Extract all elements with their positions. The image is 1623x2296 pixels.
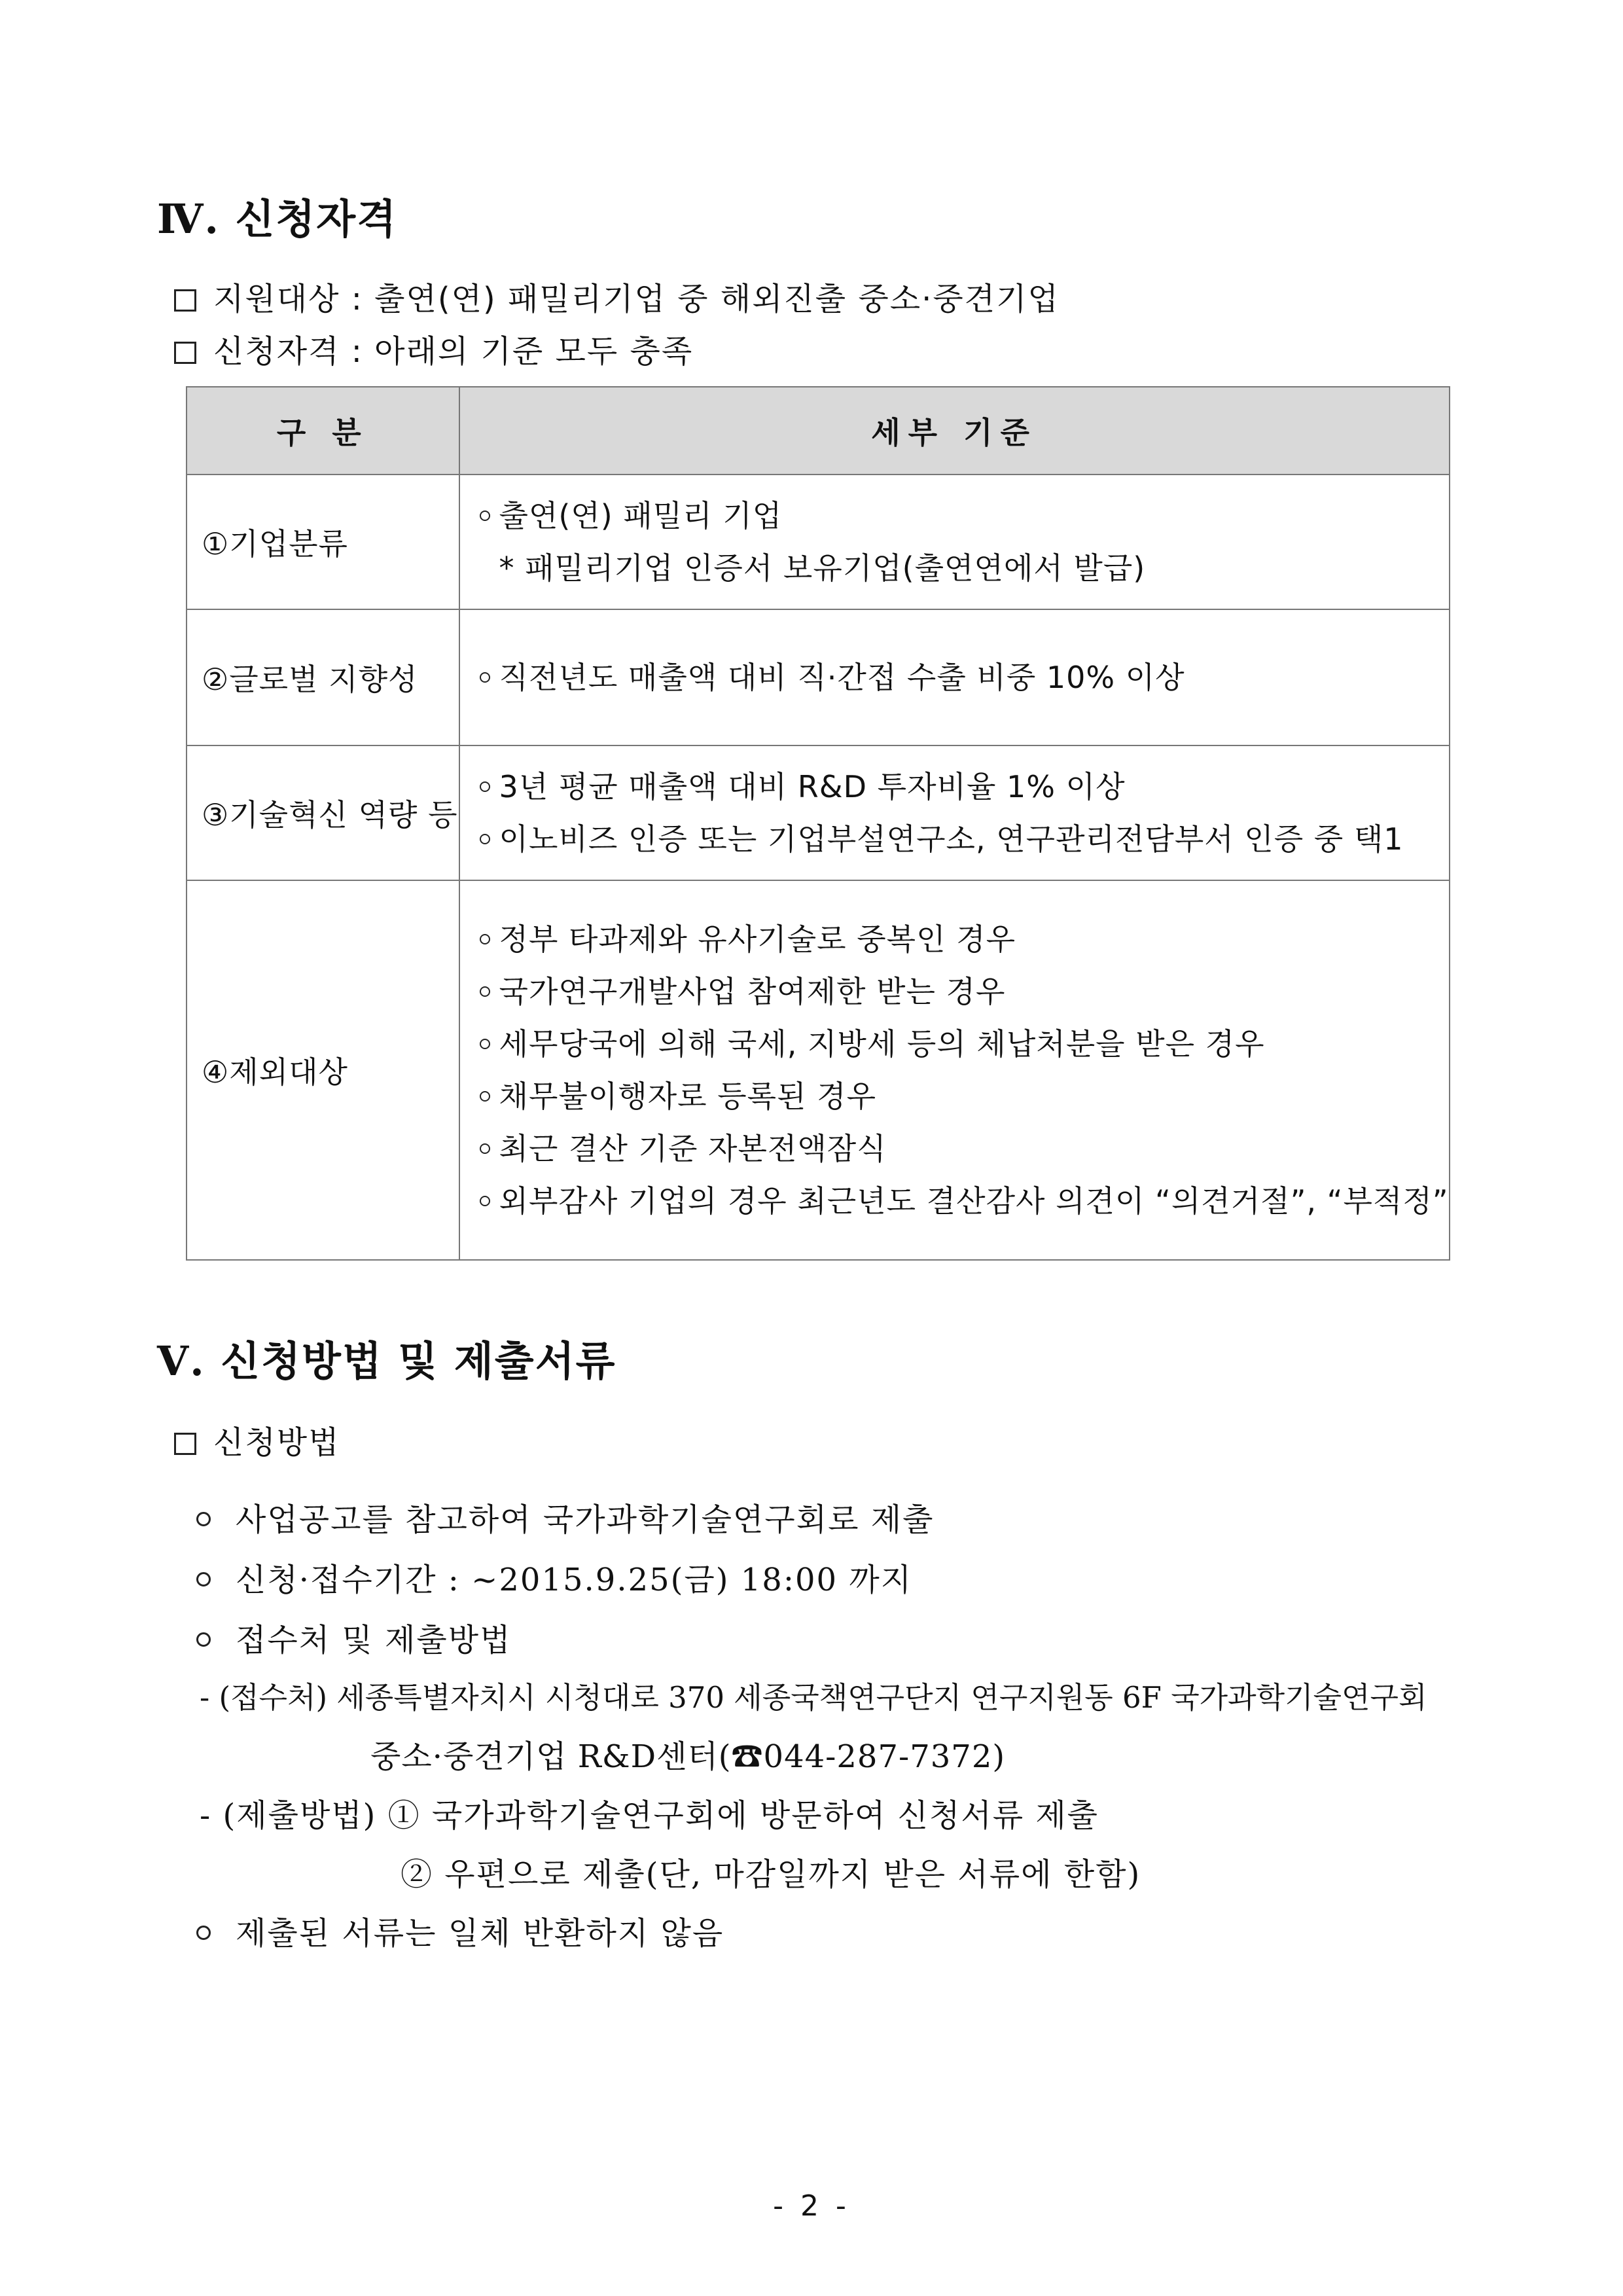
list-item — [480, 965, 1449, 1018]
row-detail — [459, 609, 1450, 745]
submission-method-line: - (제출방법) ① 국가과학기술연구회에 방문하여 신청서류 제출 — [200, 1797, 1099, 1834]
bullet-text: 접수처 및 제출방법 — [236, 1622, 512, 1659]
bullet-text: 세무당국에 의해 국세, 지방세 등의 체납처분을 받은 경우 — [499, 1026, 1265, 1062]
header-category: 구 분 — [187, 387, 459, 475]
bullet-text: 이노비즈 인증 또는 기업부설연구소, 연구관리전담부서 인증 중 택1 — [499, 821, 1404, 857]
application-method-text: 신청방법 — [213, 1424, 340, 1461]
eligibility-qualification-text: 신청자격 : 아래의 기준 모두 충족 — [213, 333, 694, 370]
bullet-icon — [480, 934, 490, 944]
bullet-text: 출연(연) 패밀리 기업 — [499, 498, 783, 533]
reception-contact-line: 중소·중견기업 R&D센터(☎044-287-7372) — [370, 1738, 1006, 1775]
bullet-icon — [480, 834, 490, 844]
note-text: * 패밀리기업 인증서 보유기업(출연연에서 발급) — [499, 550, 1146, 586]
bullet-icon — [480, 1091, 490, 1102]
bullet-icon — [480, 1039, 490, 1049]
row-category: ④제외대상 — [187, 880, 459, 1260]
list-item — [480, 1122, 1449, 1175]
list-item — [480, 490, 1449, 542]
eligibility-target-text: 지원대상 : 출연(연) 패밀리기업 중 해외진출 중소·중견기업 — [213, 281, 1060, 317]
application-method-heading — [174, 1417, 340, 1462]
row-category: ②글로벌 지향성 — [187, 609, 459, 745]
bullet-text: 신청·접수기간 : ~2015.9.25(금) 18:00 까지 — [236, 1562, 913, 1598]
list-item — [480, 1018, 1449, 1070]
list-item — [196, 1615, 511, 1660]
bullet-icon — [480, 986, 490, 997]
bullet-icon — [480, 1143, 490, 1154]
row-detail — [459, 880, 1450, 1260]
checkbox-icon — [174, 1433, 196, 1455]
row-detail — [459, 475, 1450, 609]
section-5-title: Ⅴ. 신청방법 및 제출서류 — [157, 1337, 616, 1385]
bullet-text: 최근 결산 기준 자본전액잠식 — [499, 1131, 887, 1166]
list-item — [480, 761, 1449, 813]
eligibility-qualification-item — [174, 326, 693, 371]
list-item — [480, 913, 1449, 965]
list-item — [480, 813, 1449, 865]
bullet-icon — [480, 1196, 490, 1206]
table-row — [187, 609, 1450, 745]
row-category: ①기업분류 — [187, 475, 459, 609]
circle-bullet-icon — [196, 1512, 211, 1526]
criteria-table — [186, 386, 1450, 1261]
table-row — [187, 745, 1450, 880]
bullet-text: 제출된 서류는 일체 반환하지 않음 — [236, 1915, 724, 1952]
list-item — [480, 1070, 1449, 1122]
bullet-icon — [480, 511, 490, 521]
circle-bullet-icon — [196, 1572, 211, 1587]
bullet-text: 사업공고를 참고하여 국가과학기술연구회로 제출 — [236, 1501, 935, 1538]
table-row — [187, 880, 1450, 1260]
list-item — [480, 651, 1449, 704]
bullet-text: 외부감사 기업의 경우 최근년도 결산감사 의견이 “의견거절”, “부적정” — [499, 1183, 1449, 1219]
list-item — [196, 1554, 912, 1600]
page-number: - 2 - — [773, 2189, 850, 2223]
bullet-text: 채무불이행자로 등록된 경우 — [499, 1079, 877, 1114]
list-item — [480, 1175, 1449, 1227]
bullet-icon — [480, 672, 490, 683]
circle-bullet-icon — [196, 1632, 211, 1647]
bullet-text: 국가연구개발사업 참여제한 받는 경우 — [499, 974, 1006, 1009]
row-detail — [459, 745, 1450, 880]
eligibility-target-item — [174, 274, 1060, 319]
row-category: ③기술혁신 역량 등 — [187, 745, 459, 880]
bullet-icon — [480, 781, 490, 792]
criteria-table-header — [187, 387, 1450, 475]
table-row — [187, 475, 1450, 609]
list-item — [196, 1494, 935, 1539]
bullet-text: 직전년도 매출액 대비 직·간접 수출 비중 10% 이상 — [499, 660, 1185, 695]
circle-bullet-icon — [196, 1926, 211, 1940]
list-item — [196, 1908, 724, 1953]
reception-line: - (접수처) 세종특별자치시 시청대로 370 세종국책연구단지 연구지원동 6F 국가과학기술연구회 — [200, 1680, 1427, 1715]
submission-method-line-2: ② 우편으로 제출(단, 마감일까지 받은 서류에 한함) — [401, 1856, 1141, 1893]
checkbox-icon — [174, 289, 196, 312]
header-detail: 세부 기준 — [459, 387, 1450, 475]
section-4-title: Ⅳ. 신청자격 — [157, 195, 398, 243]
bullet-text: 정부 타과제와 유사기술로 중복인 경우 — [499, 922, 1016, 957]
bullet-text: 3년 평균 매출액 대비 R&D 투자비율 1% 이상 — [499, 769, 1126, 804]
checkbox-icon — [174, 342, 196, 364]
